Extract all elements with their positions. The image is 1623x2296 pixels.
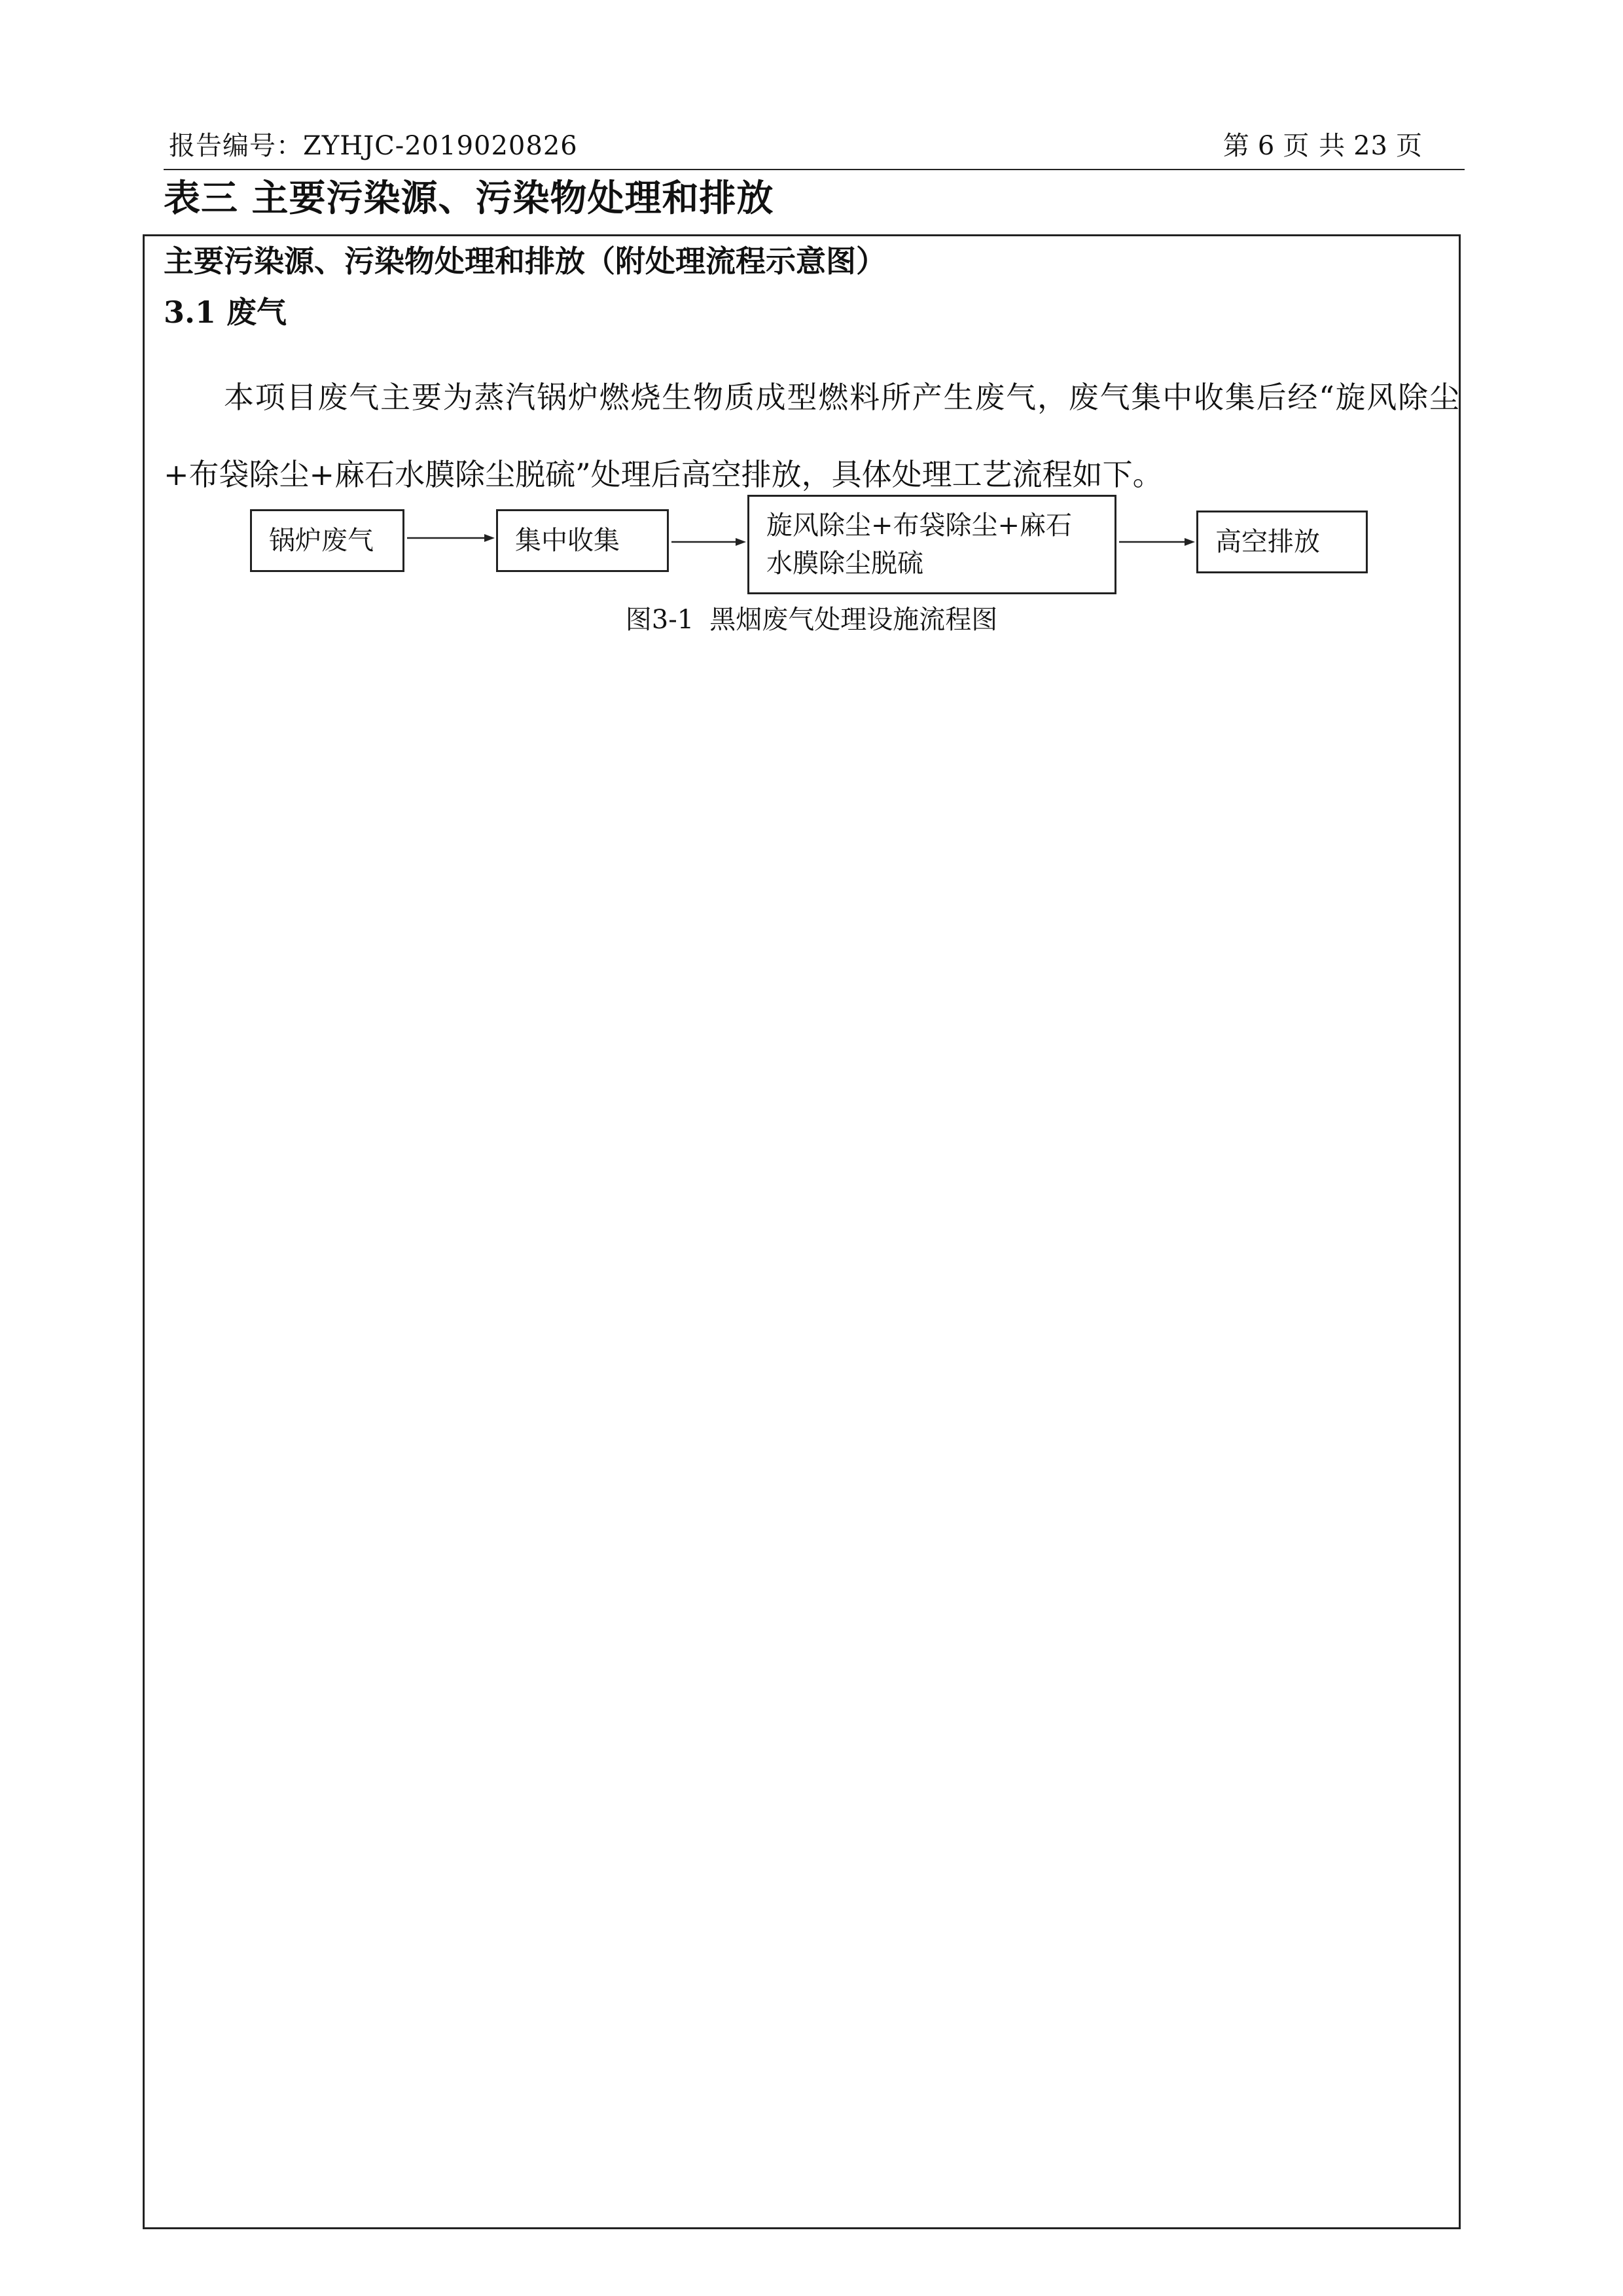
- figure-title: 黑烟废气处理设施流程图: [709, 605, 998, 635]
- subsection-heading: 3.1 废气: [164, 295, 287, 330]
- page-current: 6: [1257, 131, 1275, 161]
- page-total: 23: [1353, 131, 1388, 161]
- flow-step-high-altitude-discharge: 高空排放: [1196, 511, 1368, 573]
- flow-arrow-1: [404, 531, 496, 545]
- page-prefix: 第: [1222, 131, 1250, 161]
- content-heading: 主要污染源、污染物处理和排放（附处理流程示意图）: [164, 243, 886, 279]
- page-mid: 页 共: [1283, 131, 1346, 161]
- flow-arrow-2: [669, 535, 747, 548]
- section-title: 表三 主要污染源、污染物处理和排放: [164, 177, 774, 220]
- flow-step-dust-removal: 旋风除尘+布袋除尘+麻石水膜除尘脱硫: [747, 495, 1116, 594]
- flow-step-collection: 集中收集: [496, 509, 669, 572]
- flow-step-boiler-exhaust: 锅炉废气: [250, 509, 404, 572]
- page-suffix: 页: [1396, 131, 1423, 161]
- figure-caption: [0, 602, 1623, 637]
- report-number: 报告编号：ZYHJC-2019020826: [169, 131, 578, 161]
- header-divider: [164, 169, 1465, 170]
- page-indicator: [1219, 130, 1427, 162]
- figure-number: 图3-1: [625, 605, 694, 635]
- flow-arrow-3: [1116, 535, 1196, 548]
- body-paragraph: 本项目废气主要为蒸汽锅炉燃烧生物质成型燃料所产生废气，废气集中收集后经“旋风除尘+布袋除尘+麻石水膜除尘脱硫”处理后高空排放，具体处理工艺流程如下。: [164, 380, 1459, 492]
